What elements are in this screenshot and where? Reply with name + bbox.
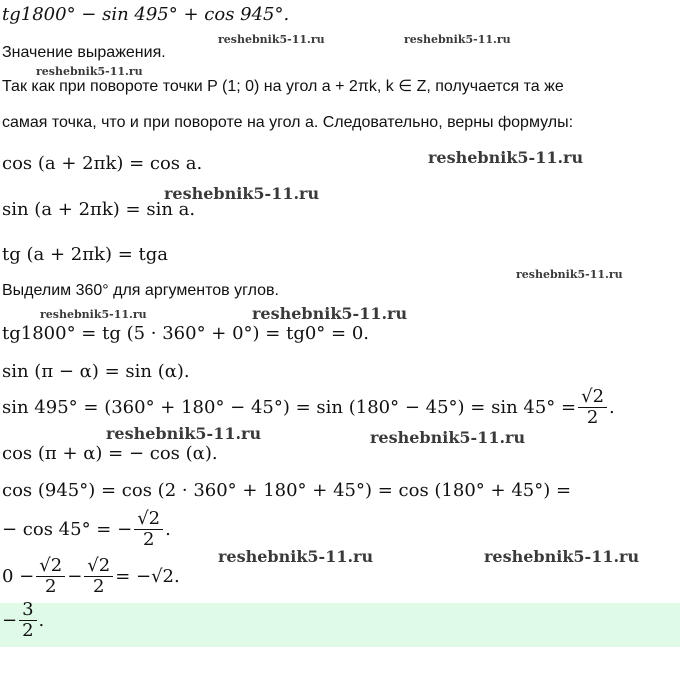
- sum-fraction-2-denominator: 2: [93, 576, 105, 597]
- cos-fraction: [134, 510, 163, 549]
- sin-computation: [2, 388, 615, 427]
- answer-end: .: [38, 609, 45, 631]
- formula-sin: sin (a + 2πk) = sin a.: [2, 199, 196, 220]
- sin-rule: sin (π − α) = sin (α).: [2, 361, 190, 382]
- watermark: reshebnik5-11.ru: [40, 308, 147, 321]
- sum-fraction-1-numerator: √2: [36, 557, 65, 577]
- watermark: reshebnik5-11.ru: [164, 184, 320, 203]
- formula-tg: tg (a + 2πk) = tga: [2, 244, 168, 265]
- sum-minus: −: [67, 565, 83, 587]
- sum-fraction-1: [36, 557, 65, 596]
- cos-computation-1: cos (945°) = cos (2 · 360° + 180° + 45°) = cos (180° + 45°) =: [2, 480, 572, 501]
- watermark: reshebnik5-11.ru: [252, 304, 408, 323]
- watermark: reshebnik5-11.ru: [370, 428, 526, 447]
- watermark: reshebnik5-11.ru: [428, 148, 584, 167]
- cos-computation-2-lhs: − cos 45° = −: [2, 518, 133, 540]
- sin-computation-end: .: [609, 396, 615, 418]
- answer-highlight: [0, 603, 680, 647]
- explanation-line-1: Так как при повороте точки P (1; 0) на угол a + 2πk, k ∈ Z, получается та же: [2, 78, 564, 95]
- cos-fraction-numerator: √2: [134, 510, 163, 530]
- sum-start: 0 −: [2, 565, 35, 587]
- cos-computation-2-end: .: [165, 518, 171, 540]
- watermark: reshebnik5-11.ru: [106, 424, 262, 443]
- watermark: reshebnik5-11.ru: [218, 547, 374, 566]
- sum-fraction-2-numerator: √2: [84, 557, 113, 577]
- sin-fraction-denominator: 2: [586, 407, 599, 428]
- sum-fraction-1-denominator: 2: [45, 576, 57, 597]
- watermark: reshebnik5-11.ru: [36, 65, 143, 78]
- watermark: reshebnik5-11.ru: [484, 547, 640, 566]
- sum-computation: [2, 557, 180, 596]
- explanation-line-2: самая точка, что и при повороте на угол a. Следовательно, верны формулы:: [2, 114, 574, 131]
- sin-fraction-numerator: √2: [578, 388, 607, 408]
- select-text: Выделим 360° для аргументов углов.: [2, 282, 279, 299]
- sum-fraction-2: [84, 557, 113, 596]
- formula-cos: cos (a + 2πk) = cos a.: [2, 153, 203, 174]
- caption: Значение выражения.: [2, 44, 166, 61]
- sin-computation-lhs: sin 495° = (360° + 180° − 45°) = sin (180° − 45°) = sin 45° =: [2, 396, 577, 418]
- sin-fraction: [578, 388, 607, 427]
- answer-numerator: 3: [19, 601, 36, 621]
- answer-fraction: [19, 601, 36, 640]
- cos-rule: cos (π + α) = − cos (α).: [2, 443, 218, 464]
- answer-denominator: 2: [22, 620, 34, 641]
- sum-result: = −√2.: [115, 565, 180, 587]
- problem-expression: tg1800° − sin 495° + cos 945°.: [2, 4, 290, 25]
- cos-computation-2: [2, 510, 171, 549]
- watermark: reshebnik5-11.ru: [404, 33, 511, 46]
- cos-fraction-denominator: 2: [142, 529, 155, 550]
- answer-sign: −: [2, 609, 18, 631]
- final-answer: [2, 601, 44, 640]
- watermark: reshebnik5-11.ru: [516, 268, 623, 281]
- tg-computation: tg1800° = tg (5 · 360° + 0°) = tg0° = 0.: [2, 323, 369, 344]
- watermark: reshebnik5-11.ru: [218, 33, 325, 46]
